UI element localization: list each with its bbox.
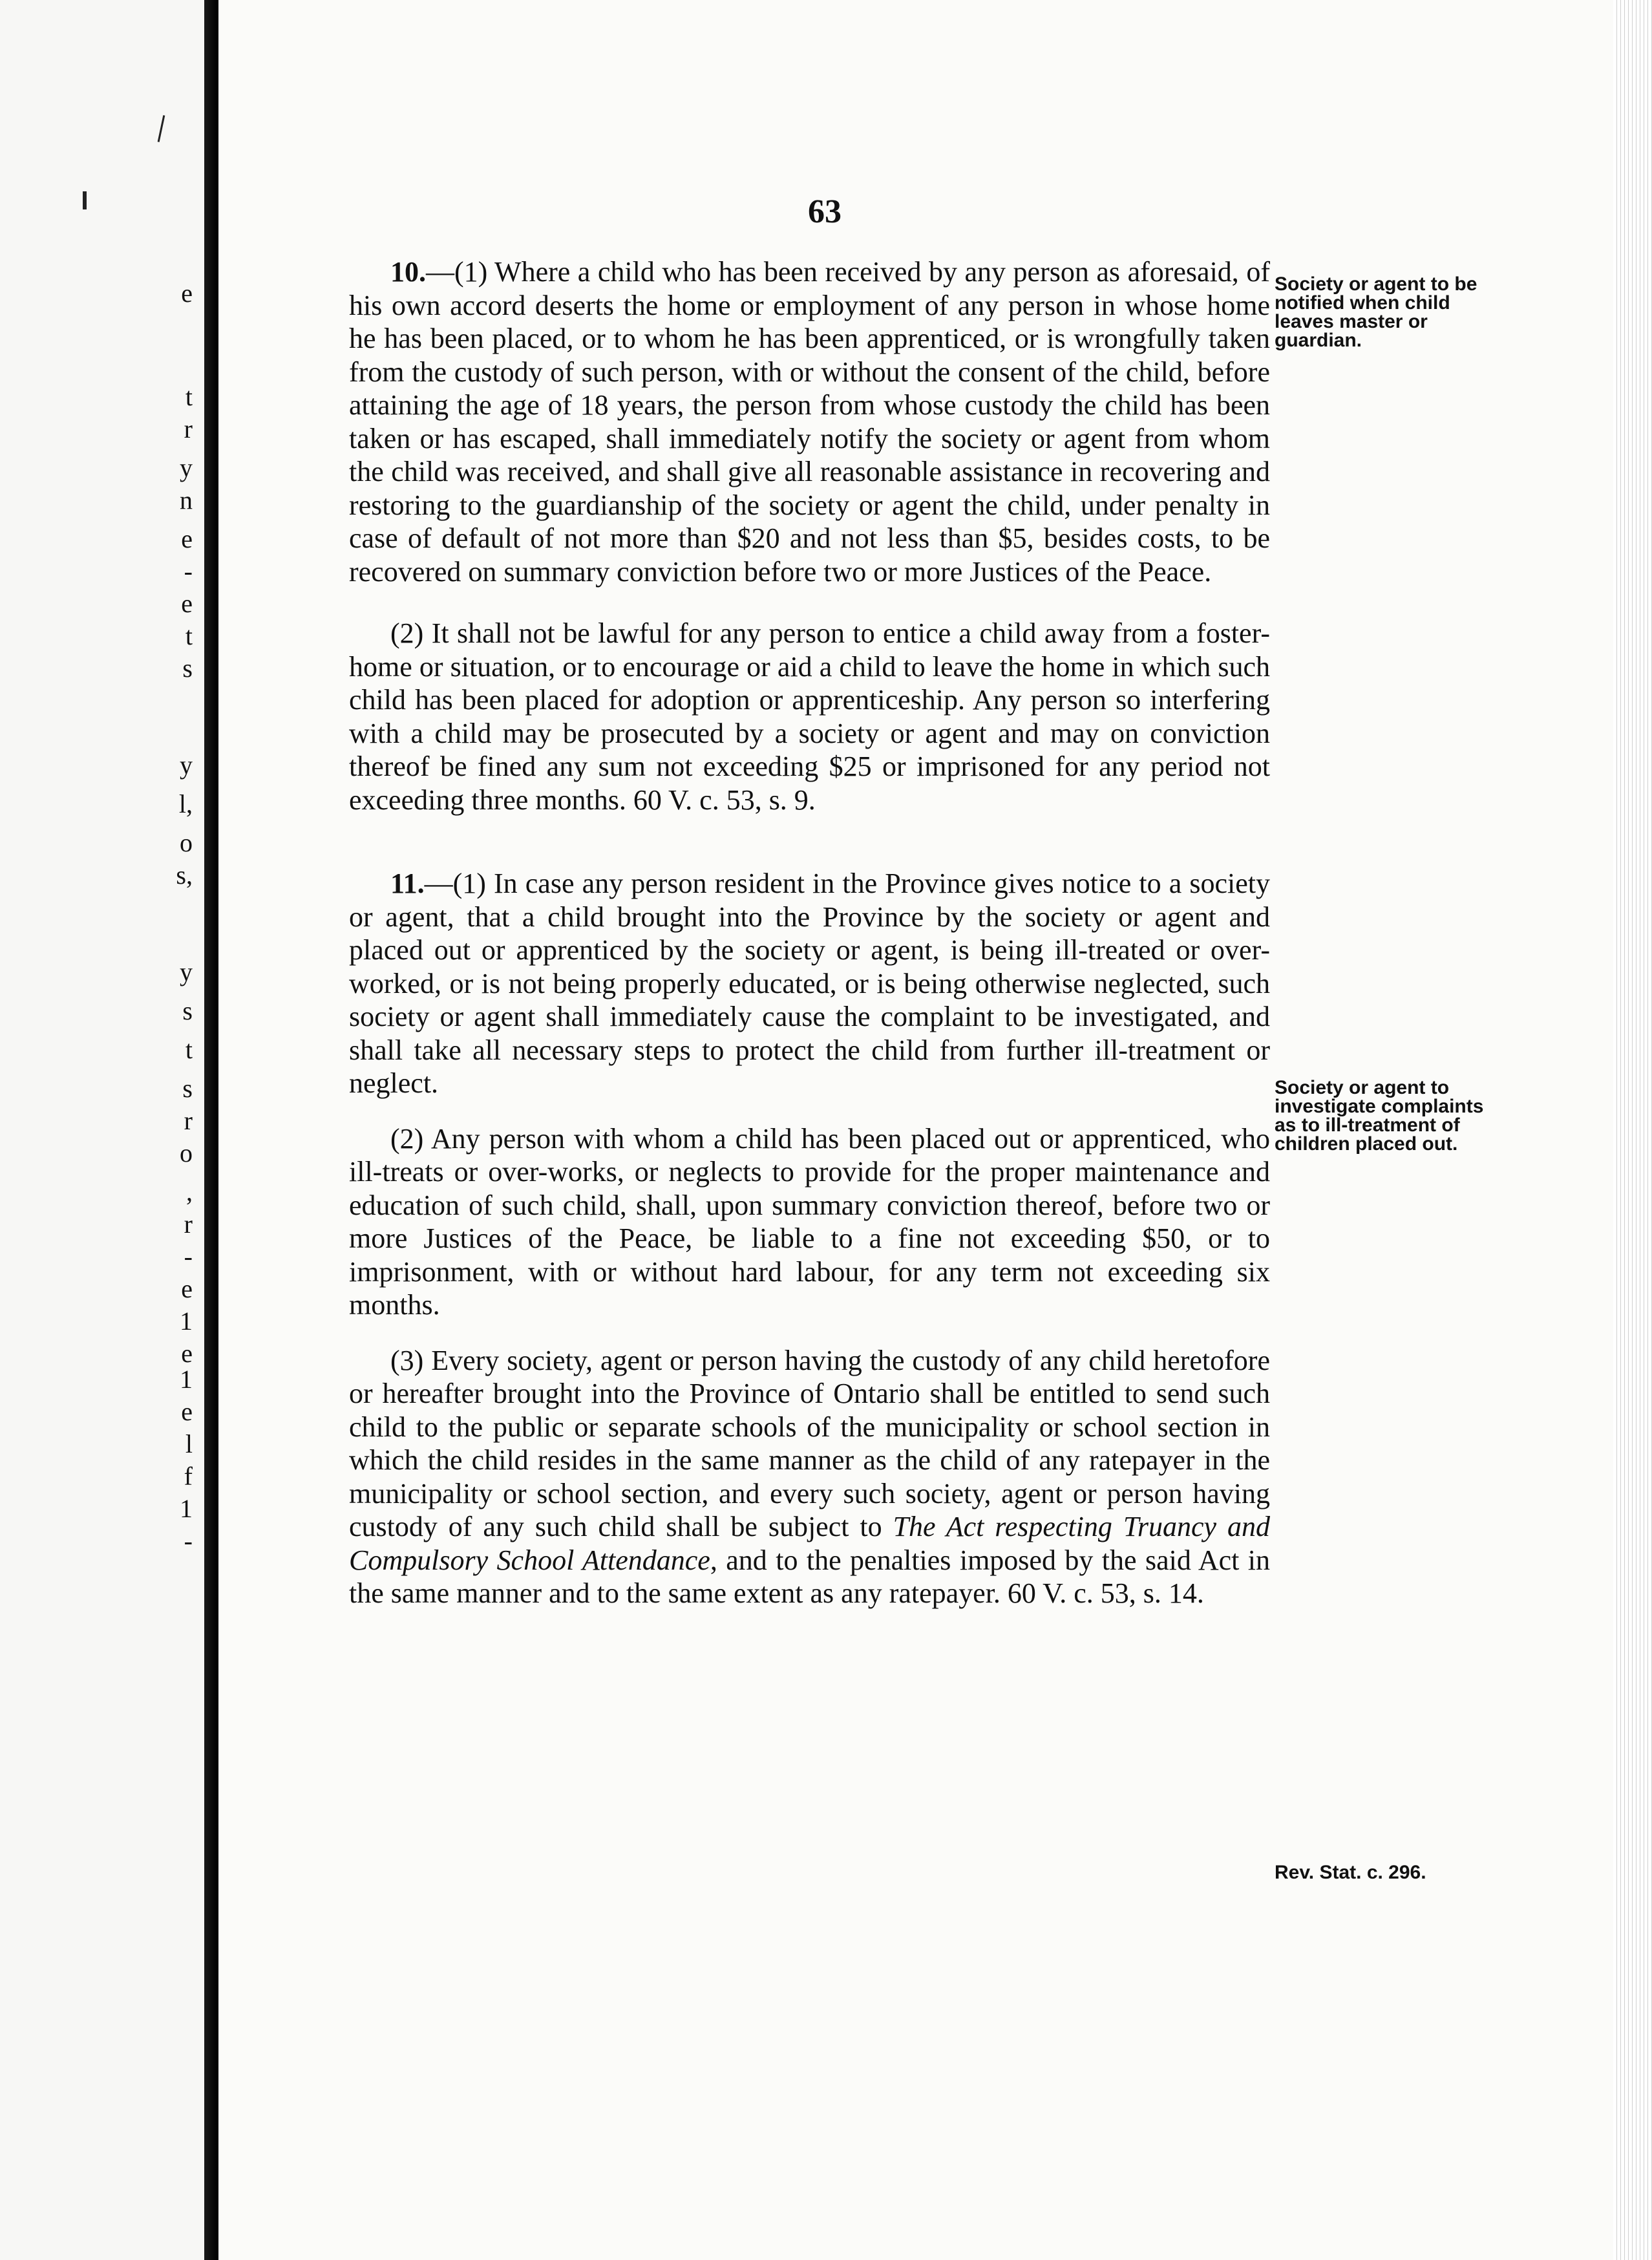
facing-page-fragment: 1 — [180, 1306, 193, 1336]
facing-page-fragment: 1 — [180, 1365, 193, 1394]
act-title: The Act respecting Truancy and Compulsory School Attendance — [349, 1511, 1270, 1576]
facing-page-fragment: e — [181, 589, 193, 618]
facing-page-fragment: t — [185, 621, 193, 650]
facing-page-fragment: o — [180, 1138, 193, 1167]
facing-page-fragment: o — [180, 828, 193, 857]
facing-page-fragment: y — [180, 453, 193, 482]
section-11-text-3b: , and to the penalties imposed by the said Act in the same manner and to the same extent as any ratepayer. 60 V. c. 53, s. 14. — [349, 1544, 1271, 1609]
facing-page-fragment: r — [184, 1210, 193, 1239]
facing-page-fragment: l, — [178, 789, 193, 818]
facing-page-fragment: e — [181, 1339, 193, 1368]
facing-page-fragment: r — [184, 414, 193, 443]
section-11-paragraph-3 — [349, 1344, 1270, 1610]
section-10-paragraph-2: (2) It shall not be lawful for any person to entice a child away from a foster-home or situation, or to encourage or aid a child to leave the home in which such child has been placed for adoption or apprenticeship. Any person so interfering with a child may be prosecuted by a society or agent and may on conviction thereof be fined any sum not exceeding $25 or imprisoned for any period not exceeding three months. 60 V. c. 53, s. 9. — [349, 617, 1270, 816]
facing-page-fragment: s — [182, 1074, 193, 1103]
facing-page — [0, 0, 204, 2260]
section-number: 10. — [390, 256, 426, 288]
margin-note-section-10: Society or agent to be notified when child leaves master or guardian. — [1275, 273, 1477, 351]
book-gutter — [204, 0, 218, 2260]
facing-page-fragment: s — [182, 654, 193, 683]
facing-page-text-fragments — [154, 0, 193, 2260]
facing-page-fragment: 1 — [180, 1494, 193, 1523]
margin-note-rev-stat: Rev. Stat. c. 296. — [1275, 1862, 1426, 1883]
facing-page-fragment: e — [181, 1274, 193, 1303]
page-number: 63 — [808, 193, 842, 230]
facing-page-fragment: n — [180, 485, 193, 515]
section-11-text-3a: (3) Every society, agent or person having the custody of any child heretofore or hereafter brought into the Province of Ontario shall be entitled to send such child to the public or separate schools of the municipality or school section in which the child resides in the same manner as the child of any ratepayer in the municipality or school section, and every such society, agent or person having custody of any such child shall be subject to — [349, 1344, 1270, 1542]
facing-page-fragment: - — [184, 557, 193, 586]
facing-page-fragment: t — [185, 382, 193, 411]
facing-page-fragment: y — [180, 751, 193, 780]
section-number: 11. — [390, 868, 425, 899]
stray-mark — [83, 191, 87, 209]
section-11-paragraph-2: (2) Any person with whom a child has been placed out or apprenticed, who ill-treats or over-works, or neglects to provide for the proper maintenance and education of such child, shall, upon summary conviction thereof, before two or more Justices of the Peace, be liable to a fine not exceeding $50, or to imprisonment, with or without hard labour, for any term not exceeding six months. — [349, 1122, 1270, 1321]
facing-page-fragment: t — [185, 1035, 193, 1064]
facing-page-fragment: e — [181, 524, 193, 553]
section-11-text-1: —(1) In case any person resident in the Province gives notice to a society or agent, that a child brought into the Province by the society or agent and placed out or apprenticed by the society or agent, is being ill-treated or over-worked, or is not being properly educated, or is being otherwise neglected, such society or agent shall immediately cause the complaint to be investigated, and shall take all necessary steps to protect the child from further ill-treatment or neglect. — [349, 868, 1270, 1099]
facing-page-fragment: - — [184, 1242, 193, 1271]
section-10-text-1: —(1) Where a child who has been received by any person as aforesaid, of his own accord deserts the home or employment of any person in whose home he has been placed, or to whom he has been apprenticed, or is wrongfully taken from the custody of such person, with or without the consent of the child, before attaining the age of 18 years, the person from whose custody the child has been taken or has escaped, shall immediately notify the society or agent from whom the child was received, and shall give all reasonable assistance in recovering and restoring to the guardianship of the society or agent the child, under penalty in case of default of not more than $20 and not less than $5, besides costs, to be recovered on summary conviction before two or more Justices of the Peace. — [349, 256, 1270, 588]
facing-page-fragment: e — [181, 279, 193, 308]
facing-page-fragment: s, — [176, 860, 193, 890]
main-text — [349, 255, 1270, 1610]
facing-page-fragment: l — [185, 1429, 193, 1458]
section-10-paragraph-1 — [349, 255, 1270, 588]
facing-page-fragment: s — [182, 996, 193, 1025]
facing-page-fragment: e — [181, 1397, 193, 1426]
margin-note-section-11: Society or agent to investigate complaints as to ill-treatment of children placed out. — [1275, 1077, 1484, 1155]
facing-page-fragment: r — [184, 1106, 193, 1135]
section-11-paragraph-1 — [349, 867, 1270, 1100]
facing-page-fragment: , — [186, 1177, 193, 1206]
facing-page-fragment: - — [184, 1526, 193, 1555]
facing-page-fragment: f — [184, 1462, 193, 1491]
page-edges — [1613, 0, 1652, 2260]
facing-page-fragment: y — [180, 957, 193, 986]
